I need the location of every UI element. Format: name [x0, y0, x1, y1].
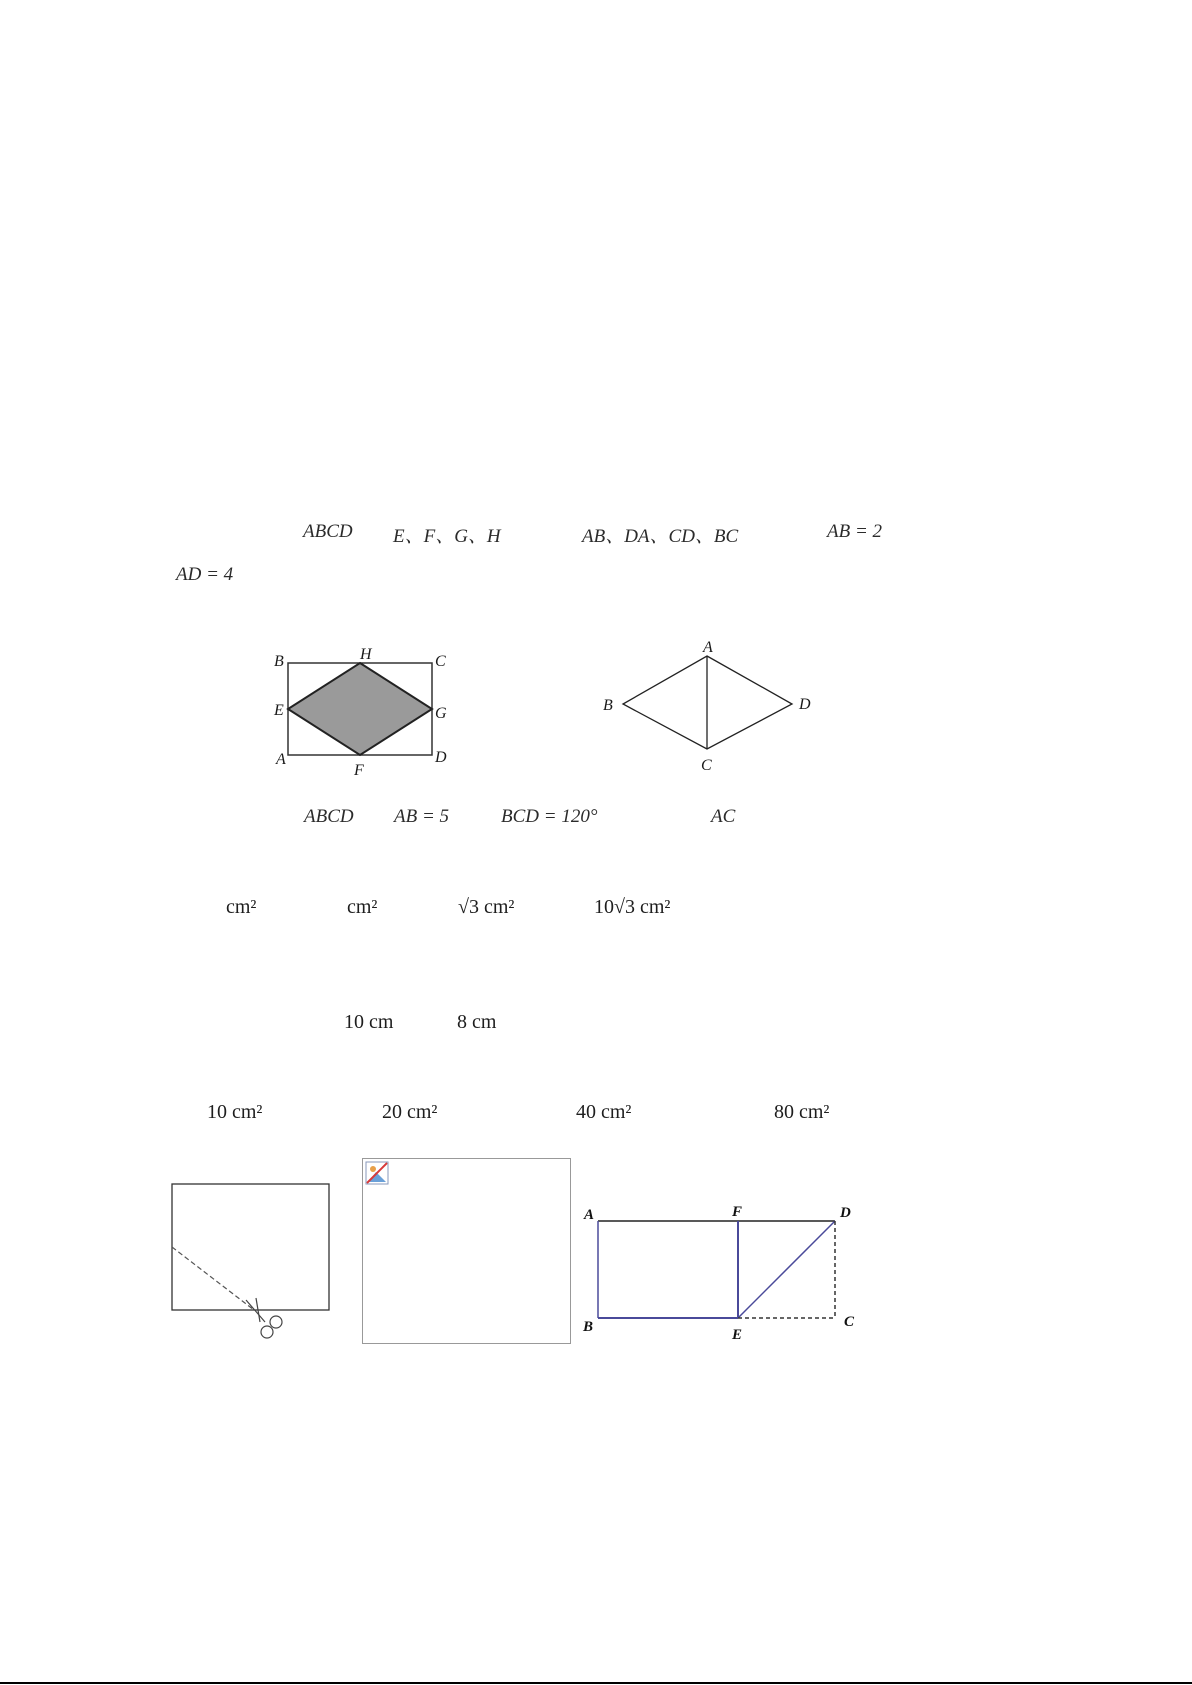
q1-ab-length: AB = 2 [827, 521, 883, 542]
rhombus-label-C: C [701, 757, 712, 774]
paper-cut-figure [170, 1182, 340, 1352]
q1-ad-length: AD = 4 [176, 564, 234, 585]
rhombus-label-D: D [799, 696, 811, 713]
fold-label-B: B [583, 1319, 594, 1335]
q1-sides: AB、DA、CD、BC [582, 526, 739, 547]
option-fold-1: 10 cm² [207, 1101, 263, 1123]
q2-ac: AC [711, 806, 736, 827]
label-D: D [435, 749, 447, 766]
label-H: H [360, 646, 372, 663]
option-area-2: cm² [347, 896, 378, 918]
rhombus-label-B: B [603, 697, 613, 714]
option-area-3: √3 cm² [458, 896, 515, 918]
fold-figure [580, 1200, 870, 1350]
fold-label-F: F [732, 1204, 743, 1220]
fold-label-C: C [844, 1314, 855, 1330]
label-B: B [274, 653, 284, 670]
q2-ab-length: AB = 5 [394, 806, 450, 827]
q1-rect-name: ABCD [303, 521, 353, 542]
q2-rhombus-name: ABCD [304, 806, 354, 827]
broken-image-icon [365, 1161, 389, 1185]
rhombus-figure [595, 633, 835, 783]
label-G: G [435, 705, 447, 722]
option-area-4: 10√3 cm² [594, 896, 671, 918]
q3-width: 8 cm [457, 1011, 497, 1033]
rectangle-rhombus-figure [270, 643, 470, 793]
option-fold-2: 20 cm² [382, 1101, 438, 1123]
label-F: F [354, 762, 364, 779]
rhombus-label-A: A [703, 639, 713, 656]
image-placeholder [362, 1158, 571, 1344]
q2-angle: BCD = 120° [501, 806, 598, 827]
label-C: C [435, 653, 446, 670]
fold-label-A: A [584, 1207, 595, 1223]
q3-length: 10 cm [344, 1011, 394, 1033]
option-area-1: cm² [226, 896, 257, 918]
scissors-icon [246, 1298, 282, 1338]
fold-label-D: D [840, 1205, 851, 1221]
option-fold-4: 80 cm² [774, 1101, 830, 1123]
page-bottom-border [0, 1682, 1192, 1684]
option-fold-3: 40 cm² [576, 1101, 632, 1123]
fold-label-E: E [732, 1327, 743, 1343]
label-E: E [274, 702, 284, 719]
label-A: A [276, 751, 286, 768]
q1-points: E、F、G、H [393, 526, 501, 547]
